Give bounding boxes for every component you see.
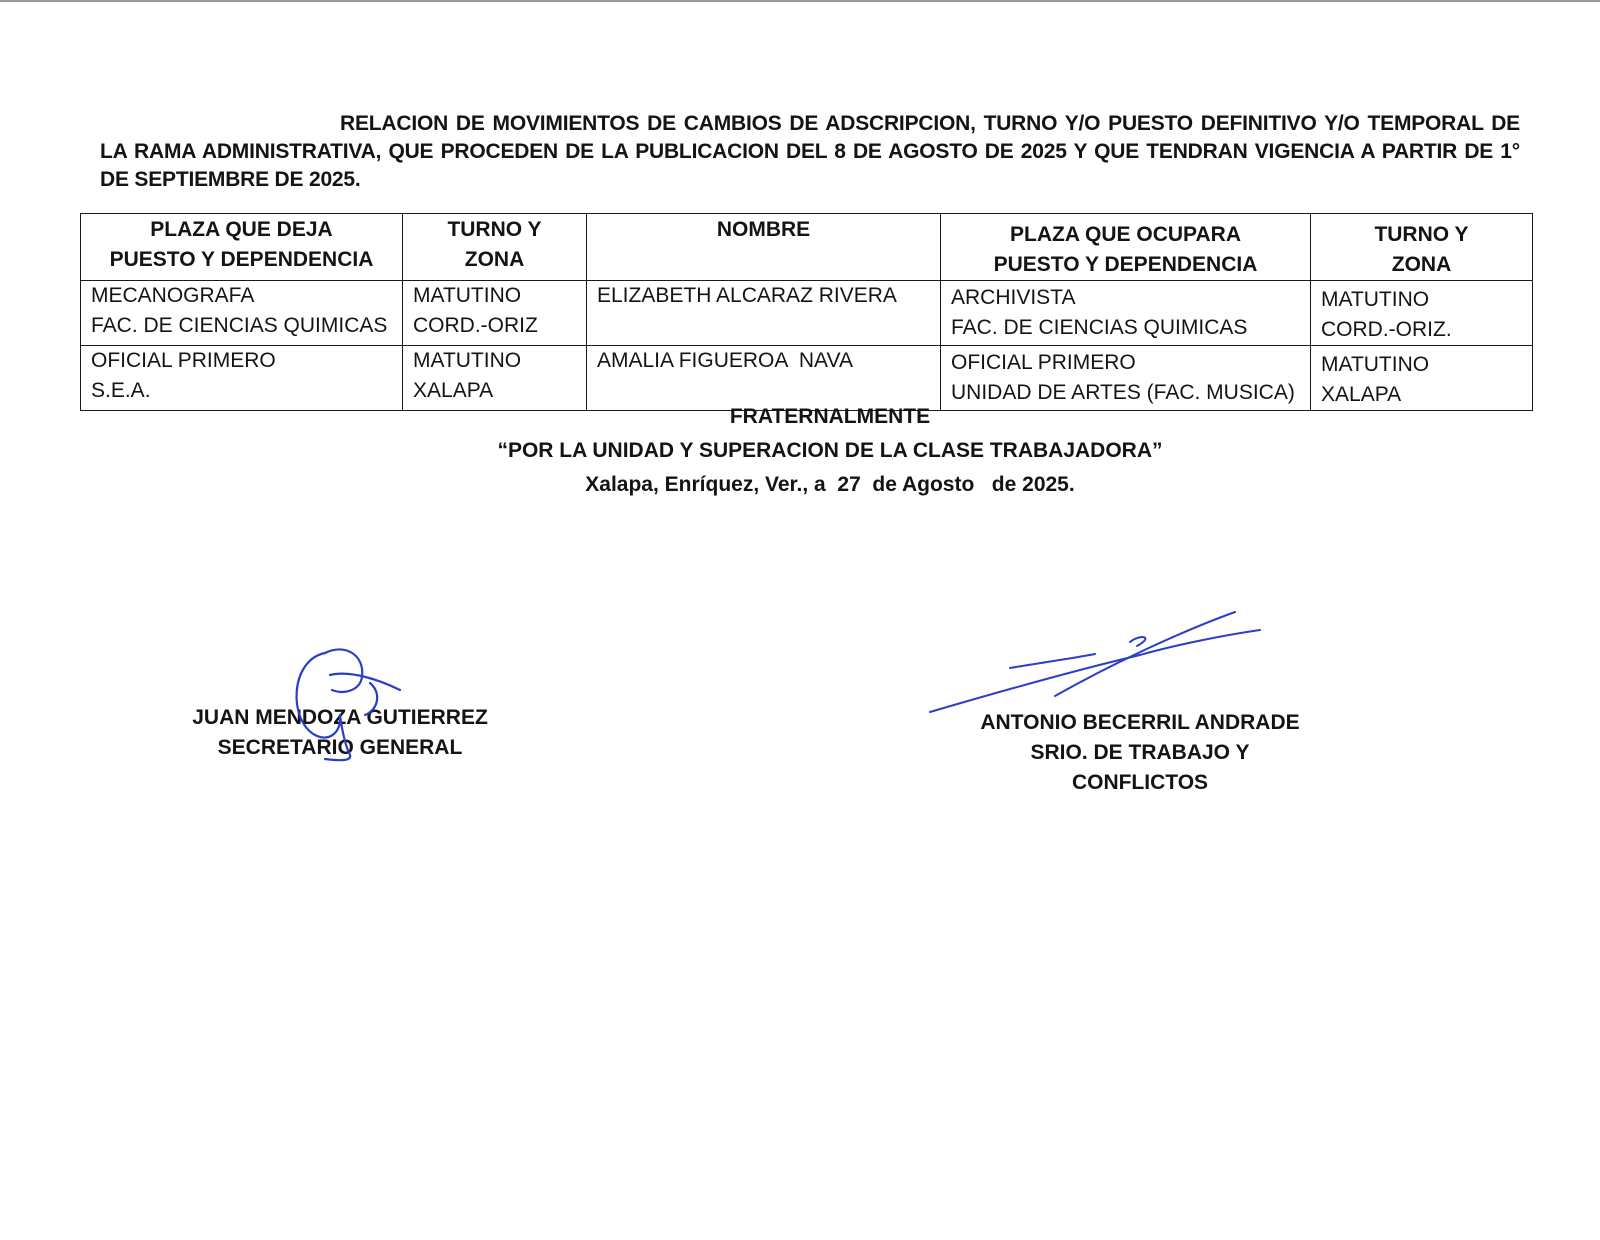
- header-turno-deja: TURNO Y ZONA: [403, 214, 587, 281]
- cell-turno-ocupa: MATUTINO XALAPA: [1311, 346, 1533, 411]
- cell-nombre: ELIZABETH ALCARAZ RIVERA: [587, 281, 941, 346]
- signatory-title: SRIO. DE TRABAJO Y CONFLICTOS: [1030, 741, 1250, 794]
- scan-top-edge: [0, 0, 1600, 2]
- table-row: [81, 281, 1533, 346]
- cell-turno-deja: MATUTINO CORD.-ORIZ: [403, 281, 587, 346]
- closing-salutation: FRATERNALMENTE: [729, 405, 931, 428]
- header-turno-ocupa: TURNO Y ZONA: [1311, 214, 1533, 281]
- cell-nombre: AMALIA FIGUEROA NAVA: [587, 346, 941, 411]
- movements-table: [80, 213, 1533, 411]
- signatory-name: JUAN MENDOZA GUTIERREZ: [192, 706, 488, 729]
- closing-motto: “POR LA UNIDAD Y SUPERACION DE LA CLASE TRABAJADORA”: [497, 439, 1163, 462]
- signatory-right: [960, 708, 1320, 798]
- cell-plaza-deja: MECANOGRAFA FAC. DE CIENCIAS QUIMICAS: [81, 281, 403, 346]
- cell-plaza-deja: OFICIAL PRIMERO S.E.A.: [81, 346, 403, 411]
- handwritten-signature-right: [925, 610, 1295, 720]
- table-row: [81, 346, 1533, 411]
- signatory-title: SECRETARIO GENERAL: [217, 736, 463, 759]
- cell-plaza-ocupa: ARCHIVISTA FAC. DE CIENCIAS QUIMICAS: [941, 281, 1311, 346]
- signatory-name: ANTONIO BECERRIL ANDRADE: [980, 711, 1300, 734]
- closing-place-date: Xalapa, Enríquez, Ver., a 27 de Agosto de 2025.: [585, 473, 1075, 496]
- header-plaza-ocupa: PLAZA QUE OCUPARA PUESTO Y DEPENDENCIA: [941, 214, 1311, 281]
- cell-turno-deja: MATUTINO XALAPA: [403, 346, 587, 411]
- document-heading: RELACION DE MOVIMIENTOS DE CAMBIOS DE ADSCRIPCION, TURNO Y/O PUESTO DEFINITIVO Y/O TEMPORAL DE LA RAMA ADMINISTRATIVA, QUE PROCEDEN DE LA PUBLICACION DEL 8 DE AGOSTO DE 2025 Y QUE TENDRAN VIGENCIA A PARTIR DE 1° DE SEPTIEMBRE DE 2025.: [100, 112, 1520, 191]
- cell-plaza-ocupa: OFICIAL PRIMERO UNIDAD DE ARTES (FAC. MUSICA): [941, 346, 1311, 411]
- signatory-left: [180, 703, 500, 763]
- table-header-row: [81, 214, 1533, 281]
- header-nombre: NOMBRE: [587, 214, 941, 281]
- header-plaza-deja: PLAZA QUE DEJA PUESTO Y DEPENDENCIA: [81, 214, 403, 281]
- cell-turno-ocupa: MATUTINO CORD.-ORIZ.: [1311, 281, 1533, 346]
